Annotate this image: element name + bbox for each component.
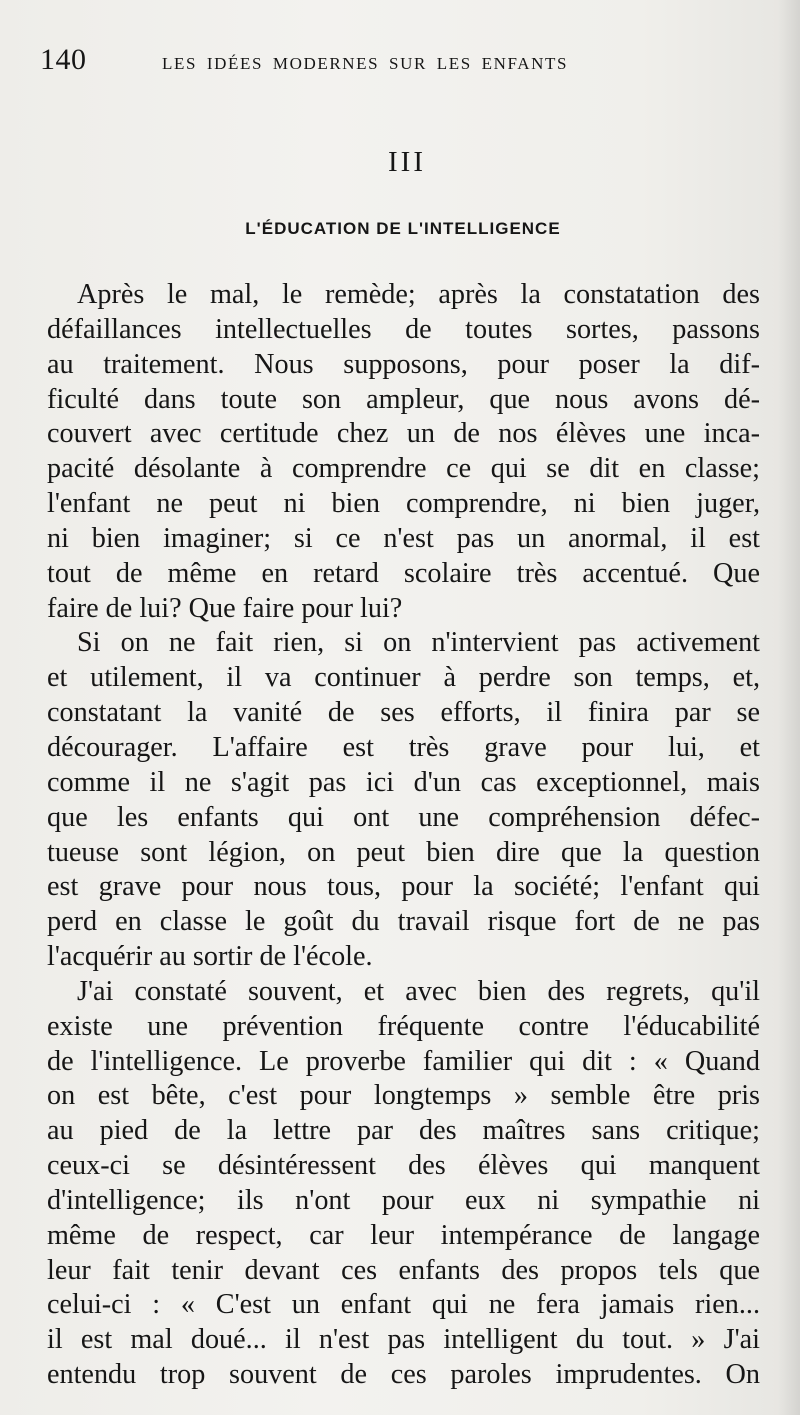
text-line: l'enfant ne peut ni bien comprendre, ni bien juger, — [47, 488, 760, 520]
text-line: que les enfants qui ont une compréhension défec- — [47, 801, 760, 833]
text-line: perd en classe le goût du travail risque fort de ne pas — [47, 906, 760, 938]
text-line: l'acquérir au sortir de l'école. — [47, 941, 373, 973]
text-line: ni bien imaginer; si ce n'est pas un anormal, il est — [47, 522, 760, 554]
text-line: au traitement. Nous supposons, pour poser la dif- — [47, 348, 760, 380]
text-line: ficulté dans toute son ampleur, que nous avons dé- — [47, 383, 760, 415]
page-number: 140 — [40, 43, 87, 76]
text-line: même de respect, car leur intempérance de langage — [47, 1219, 760, 1251]
text-line: constatant la vanité de ses efforts, il finira par se — [47, 697, 760, 729]
text-line: au pied de la lettre par des maîtres sans critique; — [47, 1115, 760, 1147]
text-line: et utilement, il va continuer à perdre son temps, et, — [47, 662, 760, 694]
running-title: LES IDÉES MODERNES SUR LES ENFANTS — [162, 54, 569, 73]
text-line: d'intelligence; ils n'ont pour eux ni sympathie ni — [47, 1184, 760, 1216]
page-edge-shadow — [778, 0, 800, 1415]
section-title: L'ÉDUCATION DE L'INTELLIGENCE — [245, 219, 561, 238]
text-line: Si on ne fait rien, si on n'intervient pas activement — [77, 627, 760, 659]
text-line: leur fait tenir devant ces enfants des propos tels que — [47, 1254, 760, 1286]
text-line: celui-ci : « C'est un enfant qui ne fera jamais rien... — [47, 1289, 760, 1321]
text-line: décourager. L'affaire est très grave pour lui, et — [47, 731, 760, 763]
text-line: tueuse sont légion, on peut bien dire que la question — [47, 836, 760, 868]
running-head — [40, 42, 760, 82]
text-line: défaillances intellectuelles de toutes sortes, passons — [47, 313, 760, 345]
text-line: il est mal doué... il n'est pas intelligent du tout. » J'ai — [47, 1324, 760, 1356]
text-line: pacité désolante à comprendre ce qui se dit en classe; — [47, 453, 760, 485]
section-number: III — [388, 146, 426, 178]
text-line: on est bête, c'est pour longtemps » semble être pris — [47, 1080, 760, 1112]
text-line: comme il ne s'agit pas ici d'un cas exceptionnel, mais — [47, 766, 760, 798]
text-line: existe une prévention fréquente contre l'éducabilité — [47, 1010, 760, 1042]
text-line: faire de lui? Que faire pour lui? — [47, 592, 403, 624]
text-line: ceux-ci se désintéressent des élèves qui manquent — [47, 1150, 760, 1182]
body-text — [47, 278, 760, 1393]
text-line: de l'intelligence. Le proverbe familier qui dit : « Quand — [47, 1045, 760, 1077]
text-line: couvert avec certitude chez un de nos élèves une inca- — [47, 418, 760, 450]
text-line: entendu trop souvent de ces paroles imprudentes. On — [47, 1359, 760, 1391]
text-line: J'ai constaté souvent, et avec bien des regrets, qu'il — [77, 975, 760, 1007]
text-line: tout de même en retard scolaire très accentué. Que — [47, 557, 760, 589]
text-line: Après le mal, le remède; après la constatation des — [77, 279, 760, 310]
text-line: est grave pour nous tous, pour la société; l'enfant qui — [47, 871, 760, 903]
